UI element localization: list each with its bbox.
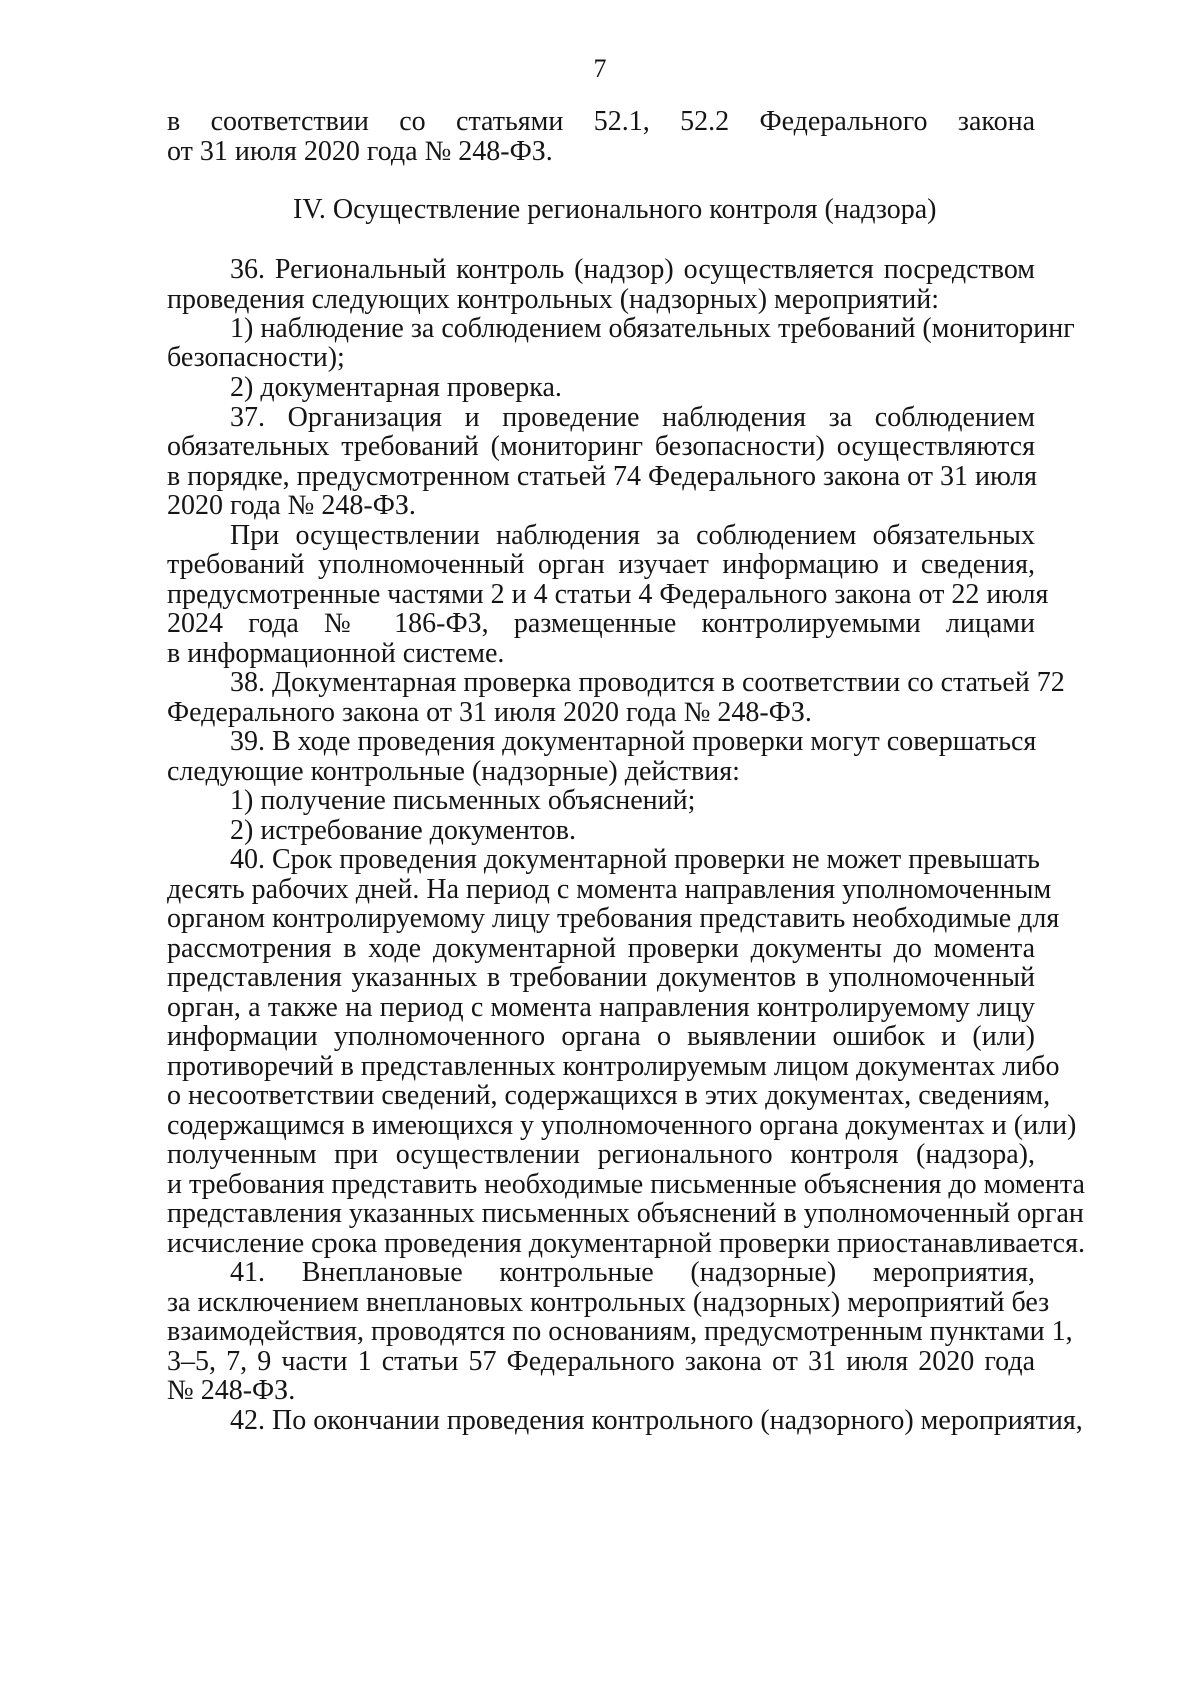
text-line: о несоответствии сведений, содержащихся в этих документах, сведениям, — [167, 1080, 1051, 1111]
text-line: проведения следующих контрольных (надзорных) мероприятий: — [167, 284, 940, 315]
text-line: содержащимся в имеющихся у уполномоченного органа документах и (или) — [167, 1110, 1077, 1141]
text-line: взаимодействия, проводятся по основаниям, предусмотренным пунктами 1, — [167, 1316, 1073, 1347]
text-line: в порядке, предусмотренном статьей 74 Федерального закона от 31 июля — [167, 461, 1038, 492]
text-line: 2024 года № 186-ФЗ, размещенные контролируемыми лицами — [167, 608, 1035, 639]
text-line: 3–5, 7, 9 части 1 статьи 57 Федерального закона от 31 июля 2020 года — [167, 1346, 1035, 1377]
text-line: от 31 июля 2020 года № 248-ФЗ. — [167, 136, 553, 167]
text-line: При осуществлении наблюдения за соблюдением обязательных — [230, 520, 1035, 551]
text-line: предусмотренные частями 2 и 4 статьи 4 Федерального закона от 22 июля — [167, 579, 1049, 610]
text-line: 1) наблюдение за соблюдением обязательных требований (мониторинг — [230, 313, 1075, 344]
text-line: представления указанных письменных объяснений в уполномоченный орган — [167, 1198, 1084, 1229]
text-line: 2) документарная проверка. — [230, 372, 562, 403]
text-line: № 248-ФЗ. — [167, 1375, 296, 1406]
text-line: 40. Срок проведения документарной проверки не может превышать — [230, 844, 1040, 875]
text-line: исчисление срока проведения документарной проверки приостанавливается. — [167, 1228, 1085, 1259]
text-line: 39. В ходе проведения документарной проверки могут совершаться — [230, 726, 1037, 757]
page-number: 7 — [593, 54, 607, 83]
text-line: в соответствии со статьями 52.1, 52.2 Федерального закона — [167, 106, 1035, 137]
text-line: 42. По окончании проведения контрольного (надзорного) мероприятия, — [230, 1405, 1083, 1436]
text-line: 38. Документарная проверка проводится в соответствии со статьей 72 — [230, 667, 1065, 698]
text-line: 37. Организация и проведение наблюдения за соблюдением — [230, 402, 1035, 433]
text-line: 2020 года № 248-ФЗ. — [167, 490, 416, 521]
text-line: полученным при осуществлении регионального контроля (надзора), — [167, 1139, 1035, 1170]
text-line: информации уполномоченного органа о выявлении ошибок и (или) — [167, 1021, 1035, 1052]
text-line: и требования представить необходимые письменные объяснения до момента — [167, 1169, 1085, 1200]
text-line: органом контролируемому лицу требования представить необходимые для — [167, 903, 1060, 934]
text-line: 36. Региональный контроль (надзор) осуществляется посредством — [230, 254, 1035, 285]
text-line: противоречий в представленных контролируемым лицом документах либо — [167, 1051, 1060, 1082]
text-line: следующие контрольные (надзорные) действия: — [167, 756, 740, 787]
text-line: Федерального закона от 31 июля 2020 года № 248-ФЗ. — [167, 697, 812, 728]
text-line: требований уполномоченный орган изучает информацию и сведения, — [167, 549, 1035, 580]
text-line: 2) истребование документов. — [230, 815, 576, 846]
text-line: обязательных требований (мониторинг безопасности) осуществляются — [167, 431, 1035, 462]
text-line: за исключением внеплановых контрольных (надзорных) мероприятий без — [167, 1287, 1050, 1318]
text-line: безопасности); — [167, 342, 345, 373]
text-line: десять рабочих дней. На период с момента направления уполномоченным — [167, 874, 1052, 905]
text-line: в информационной системе. — [167, 638, 505, 669]
text-line: 1) получение письменных объяснений; — [230, 785, 696, 816]
text-line: орган, а также на период с момента направления контролируемому лицу — [167, 992, 1035, 1023]
section-heading: IV. Осуществление регионального контроля (надзора) — [293, 194, 937, 225]
text-line: представления указанных в требовании документов в уполномоченный — [167, 962, 1035, 993]
text-line: рассмотрения в ходе документарной проверки документы до момента — [167, 933, 1035, 964]
text-line: 41. Внеплановые контрольные (надзорные) мероприятия, — [230, 1257, 1035, 1288]
